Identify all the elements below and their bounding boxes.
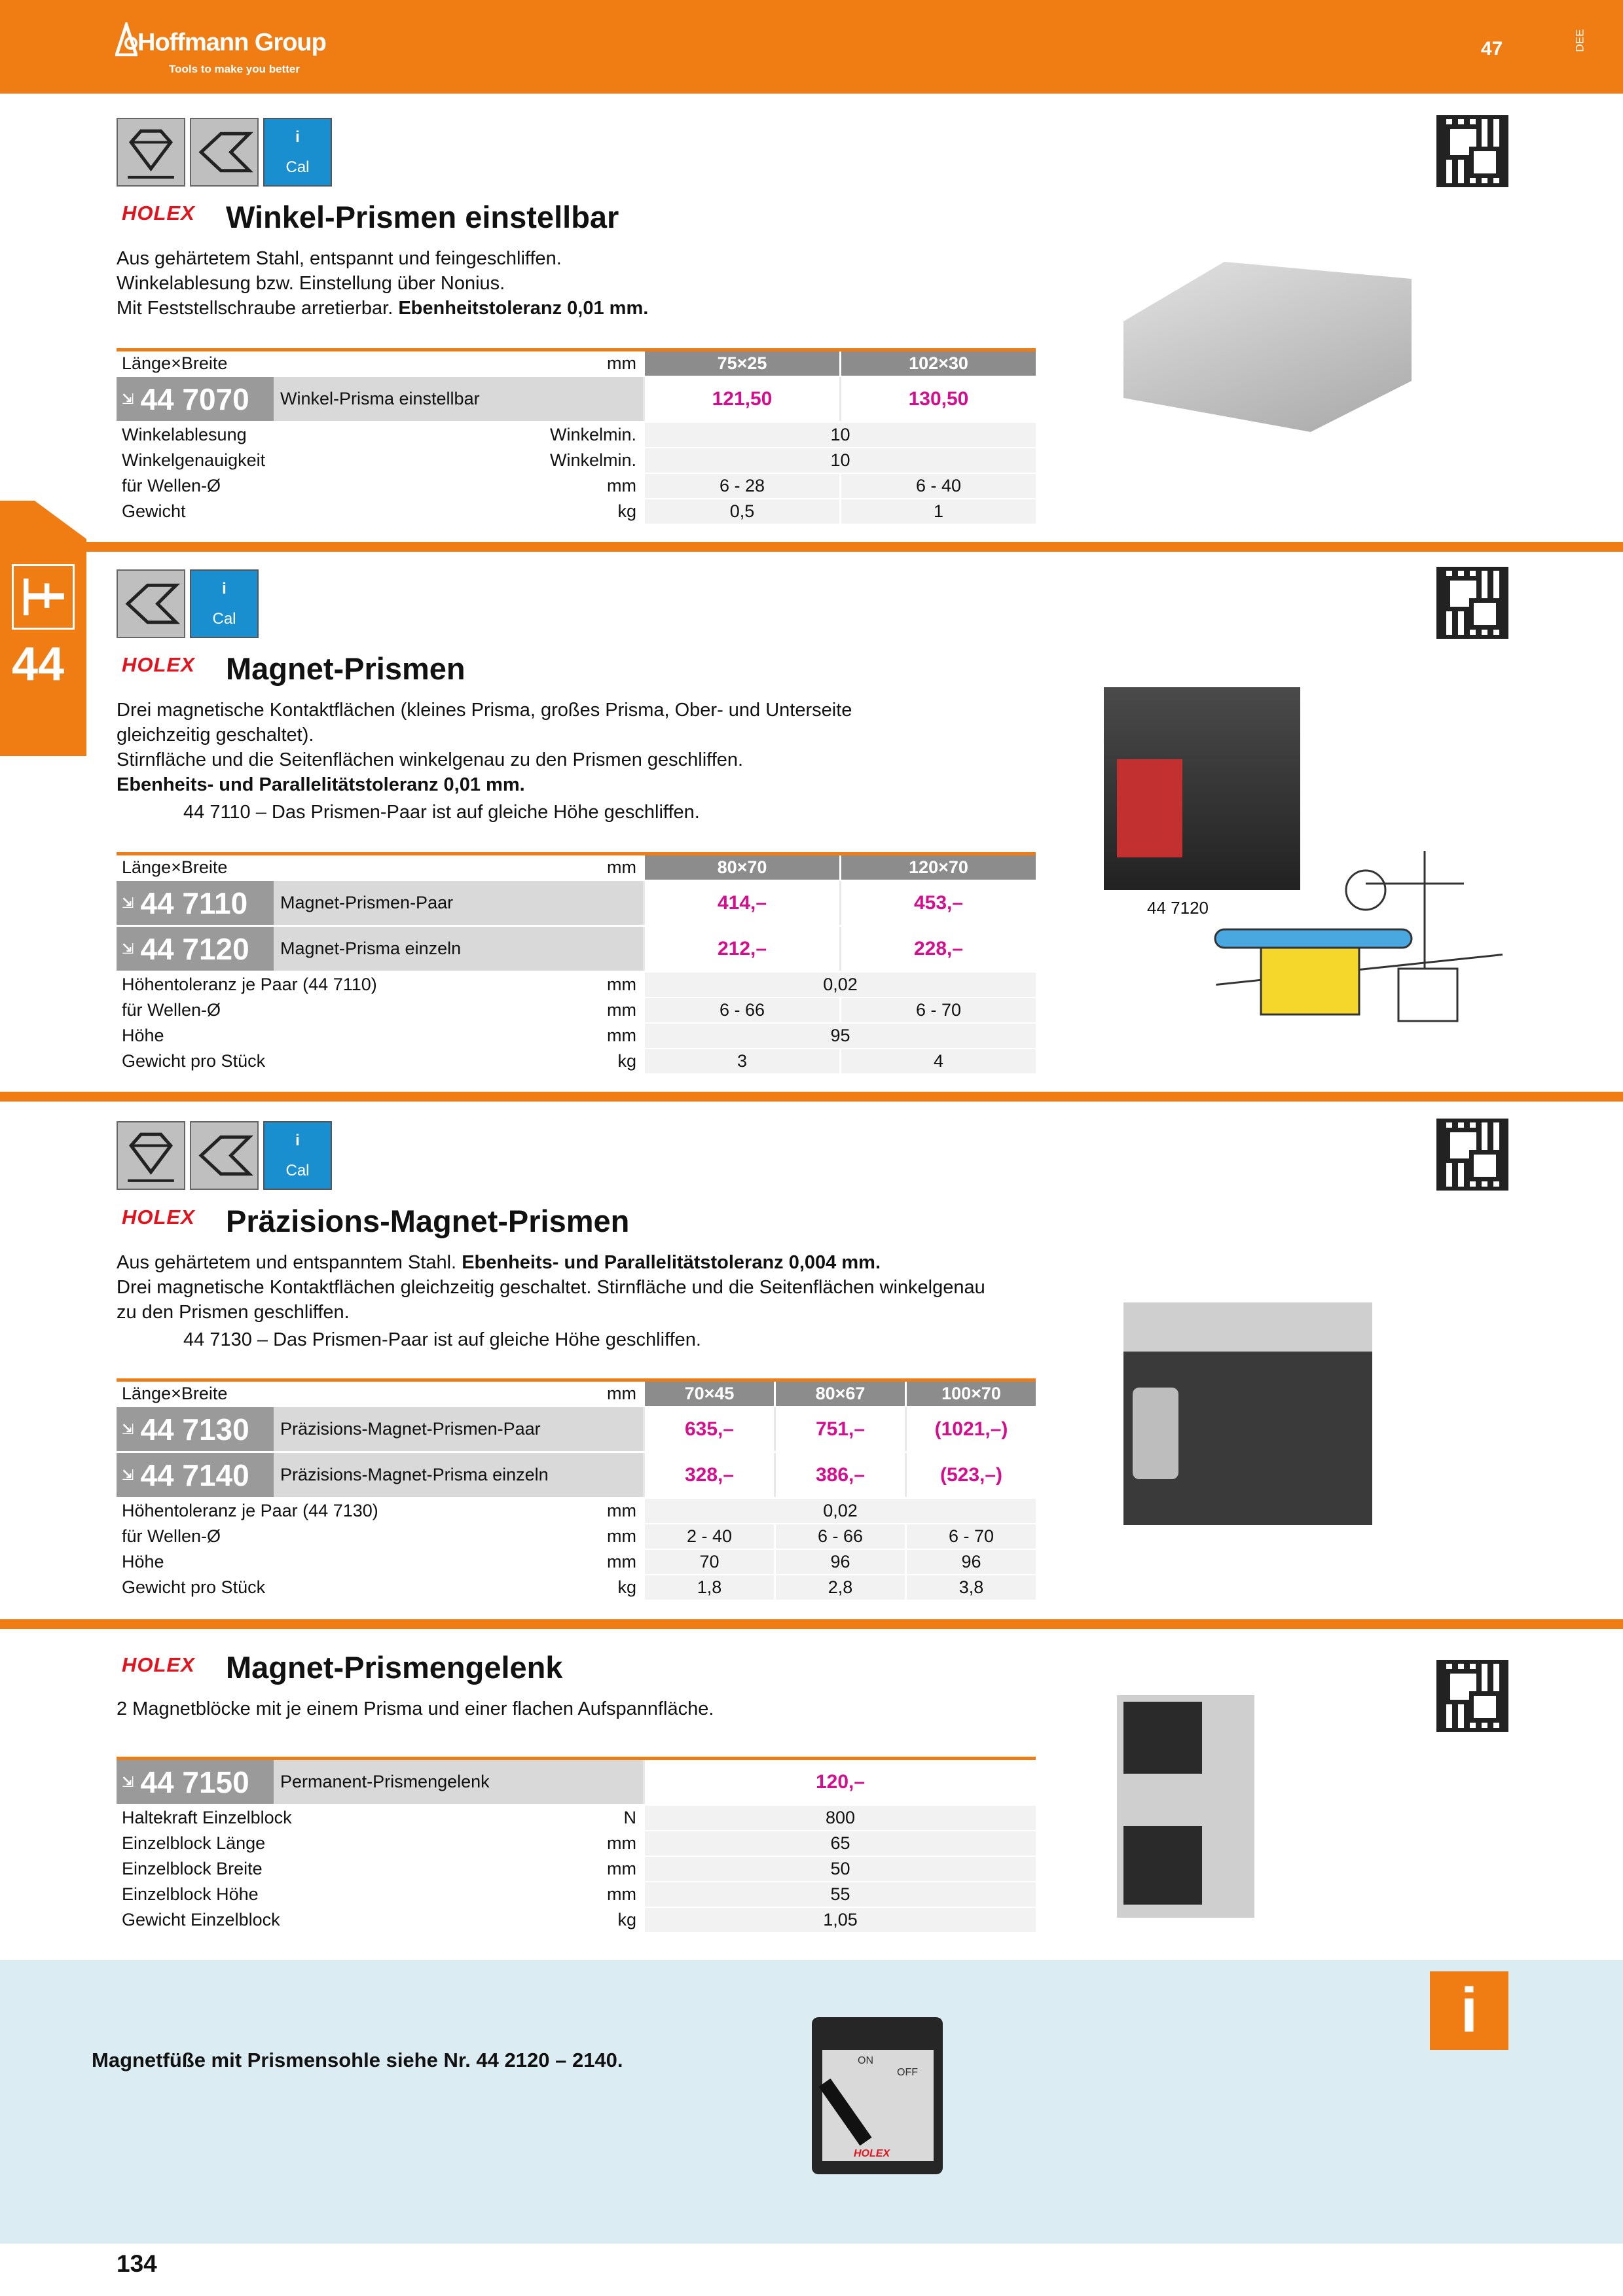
desc-line: zu den Prismen geschliffen. <box>117 1302 350 1323</box>
desc-line: Drei magnetische Kontaktflächen (kleines Prisma, großes Prisma, Ober- und Unterseite <box>117 700 852 721</box>
measurement-illustration <box>1209 844 1510 1041</box>
price: 121,50 <box>643 377 839 421</box>
desc-line: 2 Magnetblöcke mit je einem Prisma und einer flachen Aufspannfläche. <box>117 1698 714 1719</box>
brand-tagline: Tools to make you better <box>169 63 300 75</box>
price: 130,50 <box>839 377 1036 421</box>
article-row[interactable] <box>117 1407 1036 1453</box>
table-row: Höhentoleranz je Paar (44 7110) mm 0,02 <box>117 973 1036 998</box>
table-header-row: Länge×Breite mm 70×45 80×67 100×70 <box>117 1382 1036 1407</box>
price: 635,– <box>643 1407 774 1451</box>
desc-line: Stirnfläche und die Seitenflächen winkelgenau zu den Prismen geschliffen. <box>117 749 744 770</box>
table-row: Winkelablesung Winkelmin. 10 <box>117 423 1036 448</box>
table-header-row: Länge×Breite mm 80×70 120×70 <box>117 855 1036 881</box>
spec-table <box>117 1378 1036 1601</box>
caliper-icon <box>12 564 75 630</box>
spec-table <box>117 852 1036 1075</box>
table-row: für Wellen-Ø mm 2 - 40 6 - 66 6 - 70 <box>117 1524 1036 1550</box>
table-row: Gewicht kg 0,5 1 <box>117 499 1036 525</box>
table-row: Einzelblock Breite mm 50 <box>117 1857 1036 1882</box>
calibration-badge: i Cal <box>190 569 259 638</box>
section-divider <box>0 1619 1623 1629</box>
table-row: Höhentoleranz je Paar (44 7130) mm 0,02 <box>117 1499 1036 1524</box>
page-reference: 47 <box>1481 38 1503 60</box>
price: 453,– <box>839 881 1036 925</box>
holex-logo: HOLEX <box>122 1653 195 1676</box>
product-title: Magnet-Prismengelenk <box>226 1650 563 1685</box>
desc-line: Winkelablesung bzw. Einstellung über Nonius. <box>117 273 505 294</box>
spec-table <box>117 348 1036 525</box>
price: 328,– <box>643 1453 774 1497</box>
article-name: Präzisions-Magnet-Prismen-Paar <box>274 1407 643 1451</box>
table-row: Höhe mm 95 <box>117 1024 1036 1049</box>
holex-logo: HOLEX <box>122 202 195 224</box>
table-row: Einzelblock Höhe mm 55 <box>117 1882 1036 1908</box>
table-row: Gewicht pro Stück kg 3 4 <box>117 1049 1036 1075</box>
product-title: Winkel-Prismen einstellbar <box>226 200 619 234</box>
section-divider <box>0 1092 1623 1102</box>
hoffmann-logo-icon <box>115 22 137 56</box>
article-number: ⇲ 44 7110 <box>117 881 274 925</box>
table-row: Haltekraft Einzelblock N 800 <box>117 1806 1036 1831</box>
spec-table <box>117 1757 1036 1933</box>
holex-logo: HOLEX <box>122 653 195 676</box>
article-row[interactable] <box>117 881 1036 927</box>
article-number: ⇲ 44 7070 <box>117 377 274 421</box>
info-text[interactable]: Magnetfüße mit Prismensohle siehe Nr. 44 2120 – 2140. <box>92 2049 623 2072</box>
magnet-base-image: ON OFF HOLEX <box>812 2017 943 2174</box>
article-name: Magnet-Prismen-Paar <box>274 881 643 925</box>
chapter-number: 44 <box>12 638 65 691</box>
price: 414,– <box>643 881 839 925</box>
article-name: Permanent-Prismengelenk <box>274 1760 643 1804</box>
price: 228,– <box>839 927 1036 971</box>
qr-code-icon[interactable] <box>1436 1660 1508 1732</box>
table-header-row: Länge×Breite mm 75×25 102×30 <box>117 351 1036 377</box>
article-number: ⇲ 44 7140 <box>117 1453 274 1497</box>
qr-code-icon[interactable] <box>1436 1119 1508 1191</box>
article-name: Magnet-Prisma einzeln <box>274 927 643 971</box>
product-title: Präzisions-Magnet-Prismen <box>226 1204 630 1238</box>
holex-logo: HOLEX <box>122 1206 195 1229</box>
calibration-badge: i Cal <box>263 1121 332 1190</box>
product-title: Magnet-Prismen <box>226 651 465 686</box>
note-line: 44 7110 – Das Prismen-Paar ist auf gleiche Höhe geschliffen. <box>183 802 700 823</box>
product-image-winkel-prisma <box>1123 262 1412 432</box>
table-row: Gewicht Einzelblock kg 1,05 <box>117 1908 1036 1933</box>
desc-line: Aus gehärtetem Stahl, entspannt und feingeschliffen. <box>117 248 562 269</box>
product-image-praezisions-prisma <box>1123 1302 1372 1525</box>
article-number: ⇲ 44 7150 <box>117 1760 274 1804</box>
brand-name: Hoffmann Group <box>137 29 326 56</box>
language-code: DEE <box>1573 29 1586 52</box>
article-number: ⇲ 44 7120 <box>117 927 274 971</box>
price: 212,– <box>643 927 839 971</box>
info-icon: i <box>1430 1971 1508 2050</box>
qr-code-icon[interactable] <box>1436 115 1508 187</box>
article-name: Winkel-Prisma einstellbar <box>274 377 643 421</box>
price: 386,– <box>774 1453 905 1497</box>
article-row[interactable] <box>117 927 1036 973</box>
price: (1021,–) <box>905 1407 1036 1451</box>
section-divider <box>0 542 1623 552</box>
table-row: Gewicht pro Stück kg 1,8 2,8 3,8 <box>117 1575 1036 1601</box>
prism-icon <box>117 569 185 638</box>
desc-line: gleichzeitig geschaltet). <box>117 725 314 745</box>
page-number: 134 <box>117 2250 157 2277</box>
diamond-hardness-icon <box>117 118 185 187</box>
article-row[interactable] <box>117 377 1036 423</box>
desc-line: Aus gehärtetem und entspanntem Stahl. Ebenheits- und Parallelitätstoleranz 0,004 mm. <box>117 1252 881 1273</box>
diamond-hardness-icon <box>117 1121 185 1190</box>
desc-line: Drei magnetische Kontaktflächen gleichzeitig geschaltet. Stirnfläche und die Seitenflächen winkelgenau <box>117 1277 985 1298</box>
prism-icon <box>190 1121 259 1190</box>
article-row[interactable] <box>117 1453 1036 1499</box>
price: 120,– <box>643 1760 1036 1804</box>
price: (523,–) <box>905 1453 1036 1497</box>
table-row: Höhe mm 70 96 96 <box>117 1550 1036 1575</box>
table-row: für Wellen-Ø mm 6 - 66 6 - 70 <box>117 998 1036 1024</box>
table-row: Winkelgenauigkeit Winkelmin. 10 <box>117 448 1036 474</box>
article-number: ⇲ 44 7130 <box>117 1407 274 1451</box>
note-line: 44 7130 – Das Prismen-Paar ist auf gleiche Höhe geschliffen. <box>183 1329 701 1350</box>
table-row: für Wellen-Ø mm 6 - 28 6 - 40 <box>117 474 1036 499</box>
desc-line: Mit Feststellschraube arretierbar. Ebenheitstoleranz 0,01 mm. <box>117 298 649 319</box>
price: 751,– <box>774 1407 905 1451</box>
table-row: Einzelblock Länge mm 65 <box>117 1831 1036 1857</box>
article-name: Präzisions-Magnet-Prisma einzeln <box>274 1453 643 1497</box>
calibration-badge: i Cal <box>263 118 332 187</box>
qr-code-icon[interactable] <box>1436 567 1508 639</box>
product-image-prismengelenk <box>1117 1695 1254 1918</box>
image-label: 44 7120 <box>1147 898 1209 918</box>
article-row[interactable] <box>117 1760 1036 1806</box>
prism-icon <box>190 118 259 187</box>
desc-line: Ebenheits- und Parallelitätstoleranz 0,01 mm. <box>117 774 525 795</box>
